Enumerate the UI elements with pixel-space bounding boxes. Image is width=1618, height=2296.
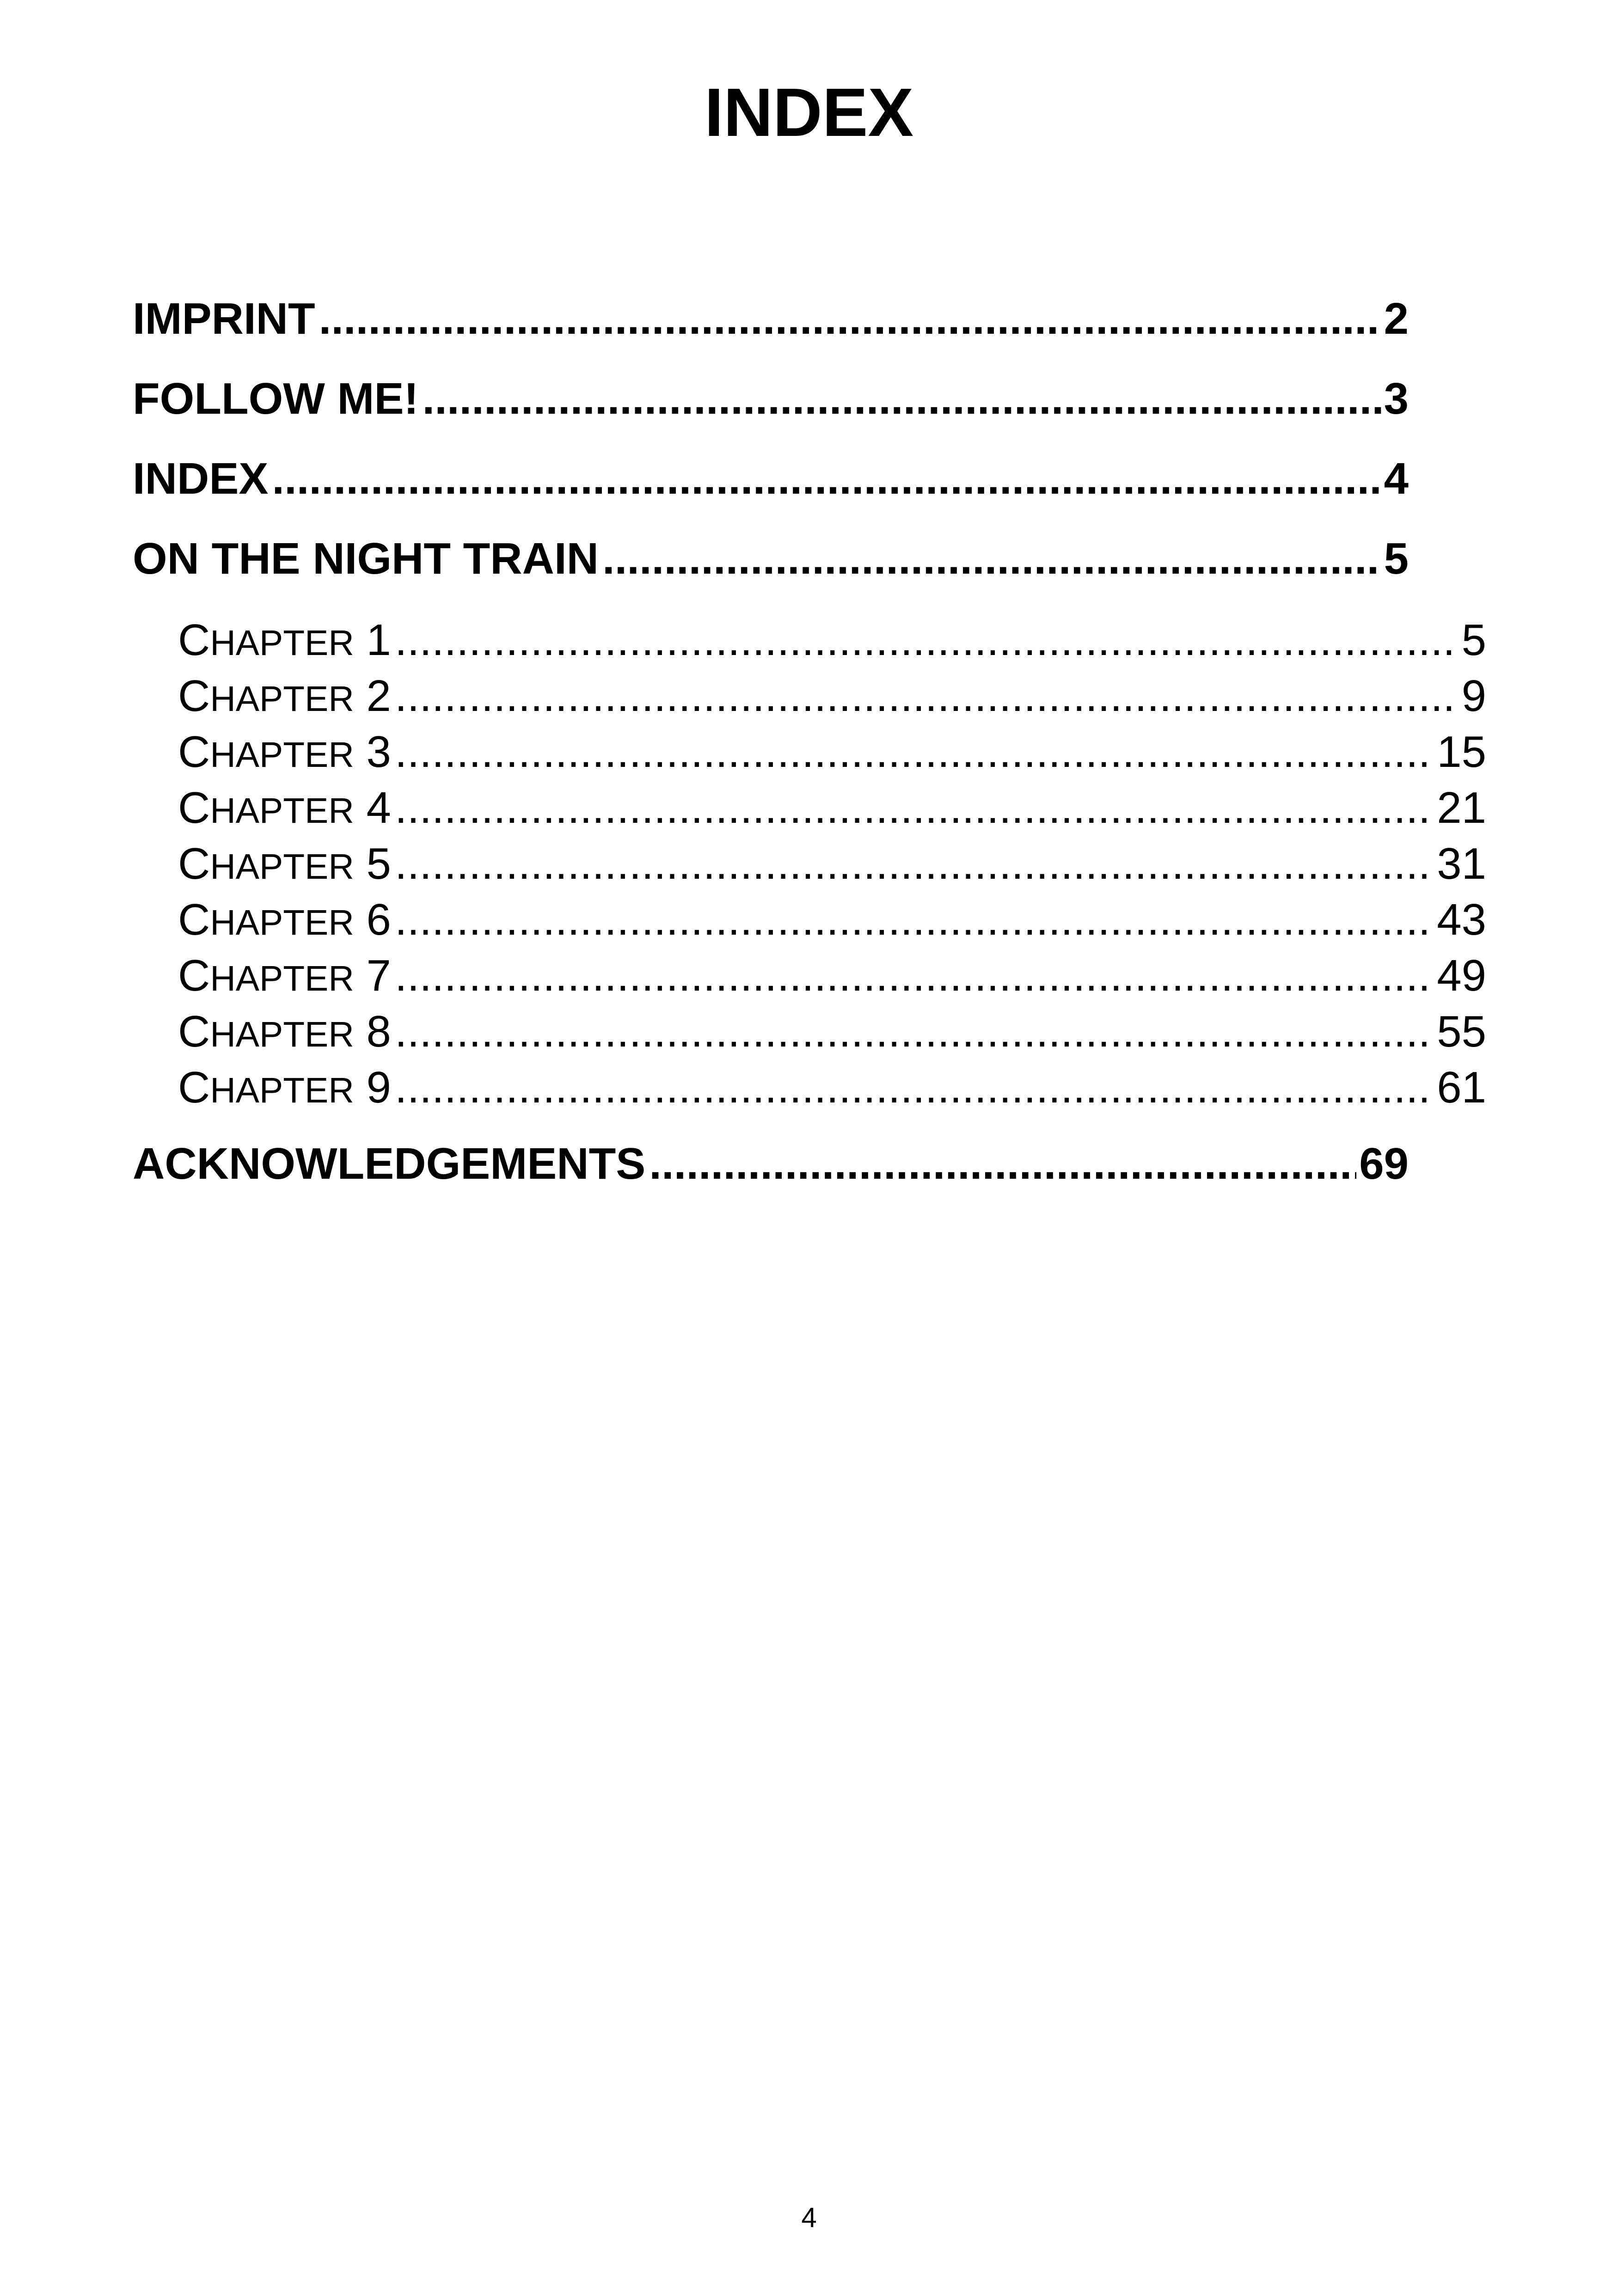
dot-leader <box>395 842 1434 886</box>
dot-leader <box>649 1142 1356 1186</box>
chapter-label: CHAPTER 7 <box>178 954 391 998</box>
page-title: INDEX <box>704 74 914 151</box>
toc-chapter-2[interactable] <box>178 674 1486 718</box>
toc-entry-follow-me[interactable] <box>133 377 1409 421</box>
dot-leader <box>395 1010 1434 1054</box>
toc-entry-index[interactable] <box>133 457 1409 501</box>
chapter-page: 31 <box>1437 842 1486 886</box>
toc-entry-label: ON THE NIGHT TRAIN <box>133 537 599 581</box>
toc-entry-page: 2 <box>1384 297 1409 341</box>
toc-entry-acknowledgements[interactable] <box>133 1142 1409 1186</box>
toc-chapter-4[interactable] <box>178 786 1486 830</box>
dot-leader <box>395 1065 1434 1110</box>
toc-entry-page: 69 <box>1359 1142 1409 1186</box>
toc-entry-page: 5 <box>1384 537 1409 581</box>
chapter-label: CHAPTER 4 <box>178 786 391 830</box>
toc-chapter-9[interactable] <box>178 1065 1486 1110</box>
dot-leader <box>395 618 1459 662</box>
toc-entry-label: IMPRINT <box>133 297 315 341</box>
toc-entry-label: FOLLOW ME! <box>133 377 419 421</box>
chapter-page: 21 <box>1437 786 1486 830</box>
dot-leader <box>272 457 1381 501</box>
chapter-page: 49 <box>1437 954 1486 998</box>
toc-chapter-6[interactable] <box>178 898 1486 942</box>
dot-leader <box>423 377 1381 421</box>
dot-leader <box>395 674 1459 718</box>
dot-leader <box>395 730 1434 774</box>
dot-leader <box>319 297 1381 341</box>
chapter-page: 5 <box>1461 618 1486 662</box>
chapter-page: 9 <box>1461 674 1486 718</box>
toc-chapter-5[interactable] <box>178 842 1486 886</box>
toc-entry-page: 3 <box>1384 377 1409 421</box>
toc-entry-imprint[interactable] <box>133 297 1409 341</box>
toc-chapter-8[interactable] <box>178 1010 1486 1054</box>
toc-entry-label: INDEX <box>133 457 269 501</box>
chapter-label: CHAPTER 5 <box>178 842 391 886</box>
chapter-page: 55 <box>1437 1010 1486 1054</box>
chapter-label: CHAPTER 9 <box>178 1065 391 1110</box>
chapter-label: CHAPTER 8 <box>178 1010 391 1054</box>
chapter-page: 61 <box>1437 1065 1486 1110</box>
dot-leader <box>395 786 1434 830</box>
chapter-label: CHAPTER 2 <box>178 674 391 718</box>
chapter-label: CHAPTER 6 <box>178 898 391 942</box>
toc-entry-page: 4 <box>1384 457 1409 501</box>
chapter-page: 15 <box>1437 730 1486 774</box>
chapter-page: 43 <box>1437 898 1486 942</box>
dot-leader <box>602 537 1381 581</box>
page-number: 4 <box>801 2202 817 2233</box>
toc-entry-label: ACKNOWLEDGEMENTS <box>133 1142 646 1186</box>
toc-entry-on-the-night-train[interactable] <box>133 537 1409 581</box>
dot-leader <box>395 954 1434 998</box>
toc-chapter-1[interactable] <box>178 618 1486 662</box>
toc-chapter-3[interactable] <box>178 730 1486 774</box>
chapter-label: CHAPTER 3 <box>178 730 391 774</box>
toc-chapter-7[interactable] <box>178 954 1486 998</box>
chapter-label: CHAPTER 1 <box>178 618 391 662</box>
dot-leader <box>395 898 1434 942</box>
